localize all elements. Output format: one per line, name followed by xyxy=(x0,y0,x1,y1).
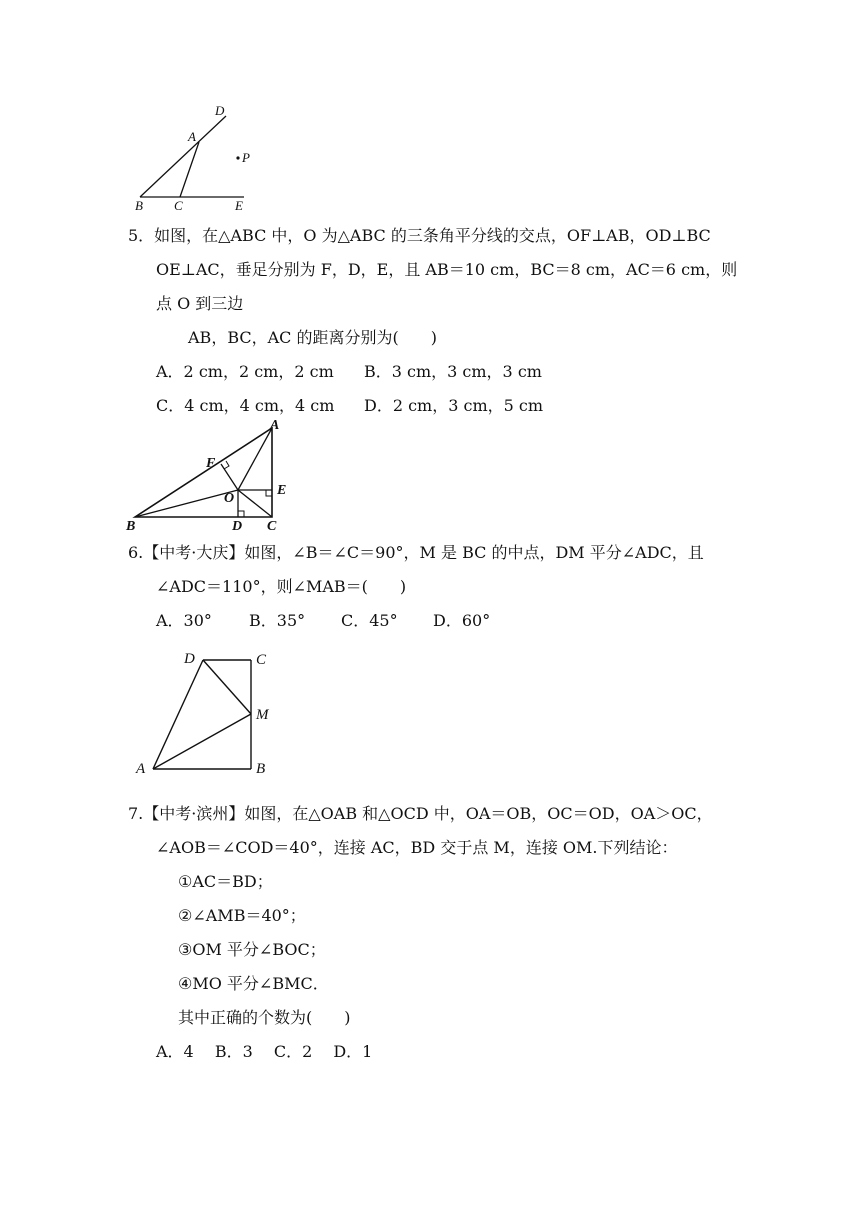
label-d: D xyxy=(232,519,243,533)
label-e: E xyxy=(277,483,287,498)
q7-line-1: 7.【中考·滨州】如图，在△OAB 和△OCD 中，OA＝OB，OC＝OD，OA＞OC， xyxy=(128,804,713,823)
label-b: B xyxy=(256,761,266,777)
q6-line-1: 6.【中考·大庆】如图，∠B＝∠C＝90°，M 是 BC 的中点，DM 平分∠ADC，且 xyxy=(128,543,704,562)
label-f: F xyxy=(206,456,216,471)
q7-conclusion-2: ②∠AMB＝40°； xyxy=(178,906,306,925)
label-a: A xyxy=(188,129,196,144)
figure-q5-triangle xyxy=(120,418,300,533)
q6-option-b[interactable]: B．35° xyxy=(249,611,306,630)
label-a: A xyxy=(136,761,146,777)
q5-option-d[interactable]: D．2 cm，3 cm，5 cm xyxy=(364,396,544,415)
q5-option-a[interactable]: A．2 cm，2 cm，2 cm xyxy=(156,362,334,381)
q5-line-4: AB，BC，AC 的距离分别为( ) xyxy=(188,328,437,347)
q7-line-2: ∠AOB＝∠COD＝40°，连接 AC，BD 交于点 M，连接 OM.下列结论： xyxy=(156,838,678,857)
triangle-abc xyxy=(135,428,272,517)
q7-question: 其中正确的个数为( ) xyxy=(178,1008,351,1027)
label-c: C xyxy=(267,519,277,533)
label-b: B xyxy=(135,198,143,213)
q5-line-2: OE⊥AC，垂足分别为 F，D，E，且 AB＝10 cm，BC＝8 cm，AC＝6 cm，则 xyxy=(156,260,738,279)
figure-angle-bisector-p xyxy=(128,100,258,215)
q7-conclusion-4: ④MO 平分∠BMC． xyxy=(178,974,329,993)
q5-line-1: 5．如图，在△ABC 中，O 为△ABC 的三条角平分线的交点，OF⊥AB，OD⊥BC xyxy=(128,226,711,245)
q7-options[interactable]: A．4 B．3 C．2 D．1 xyxy=(156,1042,373,1061)
label-o: O xyxy=(224,491,235,506)
q6-option-d[interactable]: D．60° xyxy=(433,611,491,630)
label-p: P xyxy=(242,150,250,165)
label-c: C xyxy=(256,652,267,668)
segment-ad xyxy=(153,660,203,769)
q5-option-c[interactable]: C．4 cm，4 cm，4 cm xyxy=(156,396,335,415)
segment-of xyxy=(221,464,238,490)
segment-am xyxy=(153,714,251,769)
point-p xyxy=(236,156,239,159)
label-d: D xyxy=(215,103,225,118)
label-e: E xyxy=(235,198,243,213)
q5-line-3: 点 O 到三边 xyxy=(156,294,244,313)
right-angle-e xyxy=(266,490,272,496)
q7-conclusion-1: ①AC＝BD； xyxy=(178,872,273,891)
segment-bo xyxy=(135,490,238,517)
segment-co xyxy=(238,490,272,517)
figure-q6-trapezoid xyxy=(130,645,280,780)
segment-ao xyxy=(238,428,272,490)
label-b: B xyxy=(126,519,136,533)
right-angle-d xyxy=(238,511,244,517)
label-a: A xyxy=(270,418,280,433)
q5-option-b[interactable]: B．3 cm，3 cm，3 cm xyxy=(364,362,542,381)
q7-conclusion-3: ③OM 平分∠BOC； xyxy=(178,940,326,959)
label-m: M xyxy=(256,707,269,723)
label-d: D xyxy=(184,651,195,667)
ray-bd xyxy=(140,116,226,197)
q6-option-a[interactable]: A．30° xyxy=(156,611,212,630)
q6-option-c[interactable]: C．45° xyxy=(341,611,398,630)
q6-line-2: ∠ADC＝110°，则∠MAB＝( ) xyxy=(156,577,407,596)
label-c: C xyxy=(174,198,183,213)
segment-dm xyxy=(203,660,251,714)
right-angle-f xyxy=(224,461,229,469)
